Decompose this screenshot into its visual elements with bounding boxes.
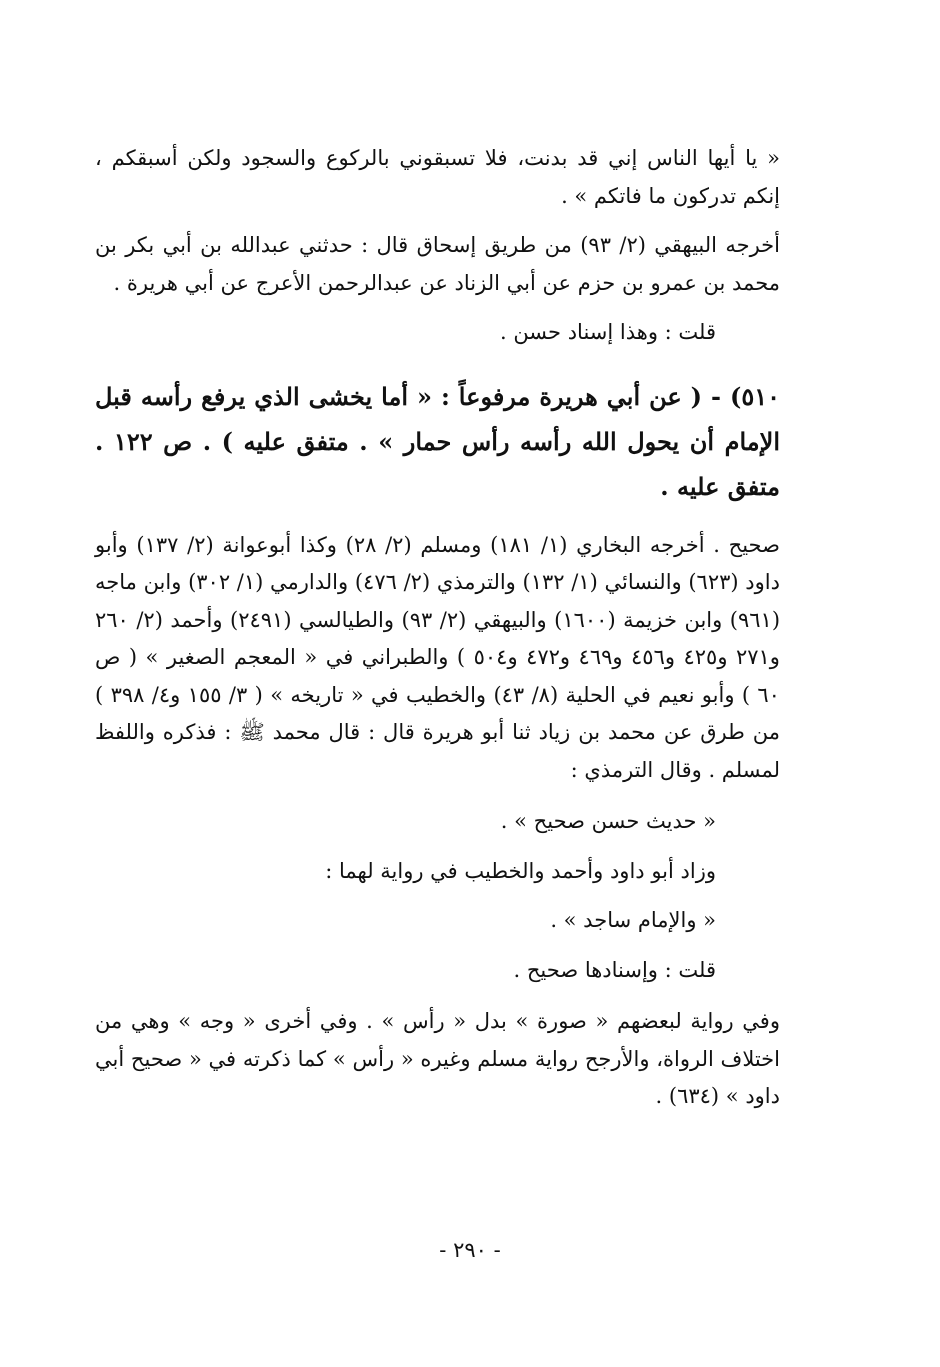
tirmidhi-quote: « حديث حسن صحيح » . — [500, 809, 716, 833]
grading-note: قلت : وإسنادها صحيح . — [513, 957, 716, 982]
takhrij-paragraph: صحيح . أخرجه البخاري (١/ ١٨١) ومسلم (٢/ ٢٨) وكذا أبوعوانة (٢/ ١٣٧) وأبو داود (٦٢٣) والنسائي (١/ ١٣٢) والترمذي (٢/ ٤٧٦) والدارمي (١/ ٣٠٢) وابن ماجه (٩٦١) وابن خزيمة (١٦٠٠) والبيهقي (٢/ ٩٣) والطيالسي (٢٤٩١) وأحمد (٢/ ٢٦٠ و٢٧١ و٤٢٥ و٤٥٦ و٤٦٩ و٤٧٢ و٥٠٤ ) والطبراني في « المعجم الصغير » ( ص ٦٠ ) وأبو نعيم في الحلية (٨/ ٤٣) والخطيب في « تاريخه » ( ٣/ ١٥٥ و٤/ ٣٩٨ ) من طرق عن محمد بن زياد ثنا أبو هريرة قال : قال محمد ﷺ : فذكره واللفظ لمسلم . وقال الترمذي : — [95, 532, 781, 782]
hadith-quote-text: « يا أيها الناس إني قد بدنت، فلا تسبقوني بالركوع والسجود ولكن أسبقكم ، إنكم تدركون ما فاتكم » . — [95, 146, 780, 208]
page-body — [95, 140, 780, 1116]
takhrij-paragraph: أخرجه البيهقي (٢/ ٩٣) من طريق إسحاق قال : حدثني عبدالله بن أبي بكر بن محمد بن عمرو بن حزم عن أبي الزناد عن عبدالرحمن الأعرج عن أبي هريرة . — [95, 233, 780, 295]
addition-quote: « والإمام ساجد » . — [550, 908, 716, 932]
grading-note: قلت : وهذا إسناد حسن . — [499, 320, 716, 344]
hadith-heading: ٥١٠) - ( عن أبي هريرة مرفوعاً : « أما يخشى الذي يرفع رأسه قبل الإمام أن يحول الله رأسه رأس حمار » . متفق عليه ) . ص ١٢٢ . متفق عليه . — [95, 381, 780, 501]
addition-note: وزاد أبو داود وأحمد والخطيب في رواية لهما : — [325, 858, 716, 883]
page-number: - ٢٩٠ - — [439, 1238, 501, 1262]
variant-note: وفي رواية لبعضهم « صورة » بدل « رأس » . وفي أخرى « وجه » وهي من اختلاف الرواة، والأرجح رواية مسلم وغيره « رأس » كما ذكرته في « صحيح أبي داود » (٦٣٤) . — [95, 1009, 780, 1108]
